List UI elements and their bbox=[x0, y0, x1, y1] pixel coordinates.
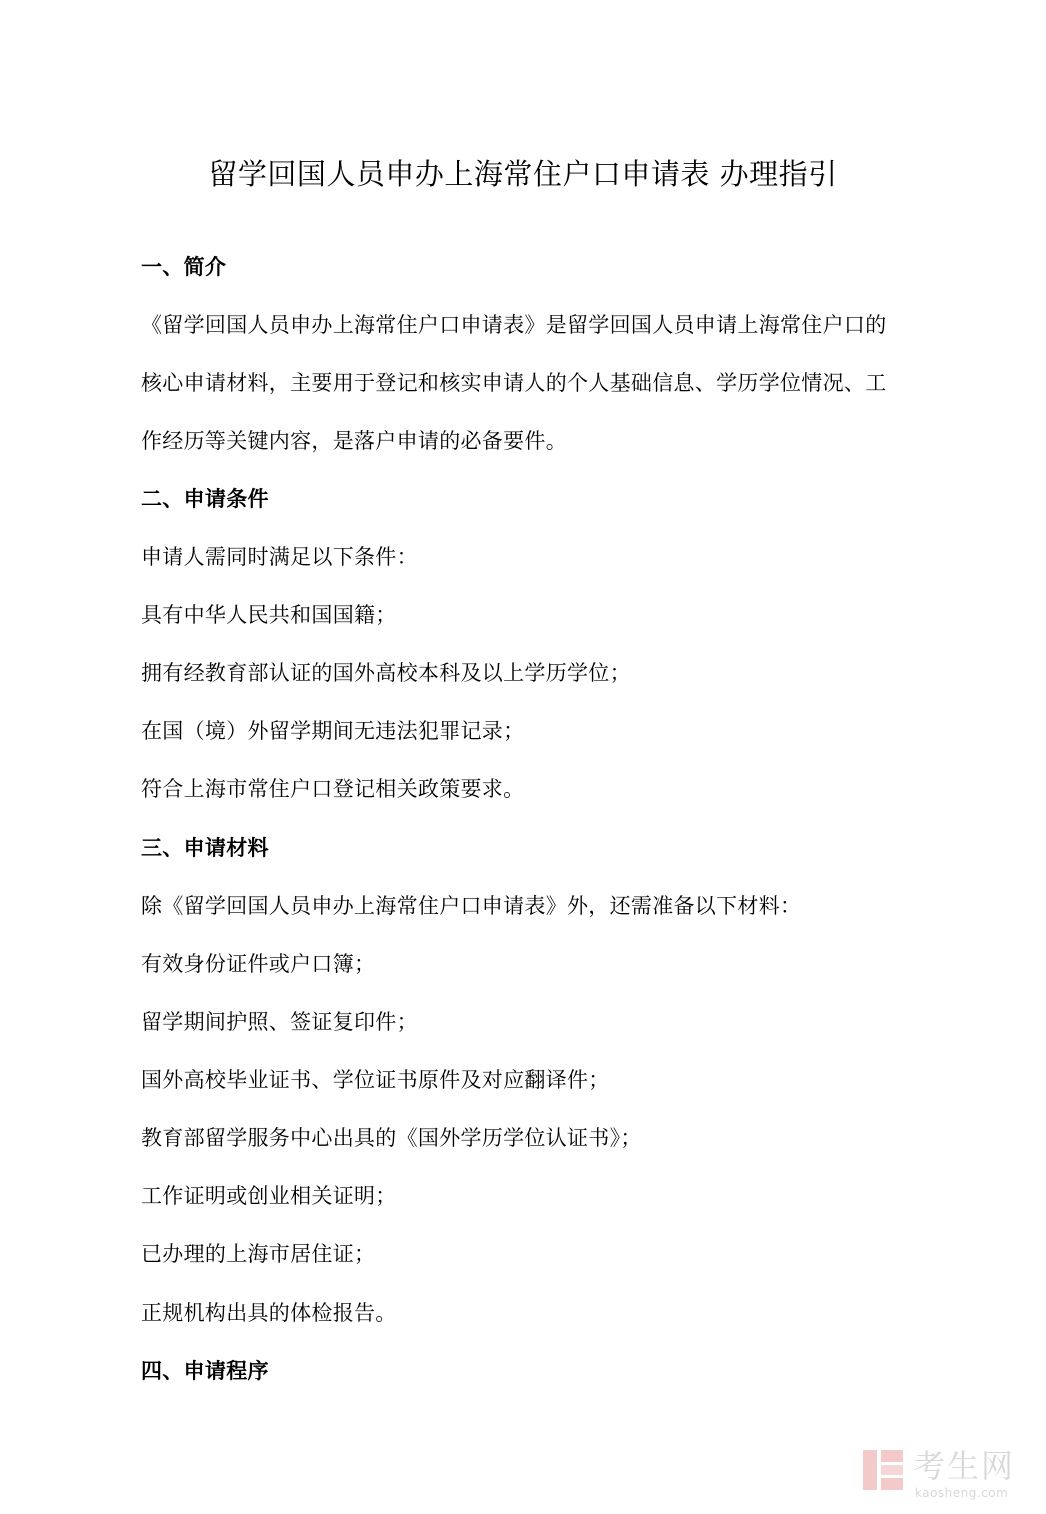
list-item: 符合上海市常住户口登记相关政策要求。 bbox=[141, 777, 525, 801]
section-heading-intro: 一、简介 bbox=[141, 255, 227, 279]
list-item: 在国（境）外留学期间无违法犯罪记录； bbox=[141, 719, 525, 743]
section-heading-materials: 三、申请材料 bbox=[141, 836, 269, 860]
list-item: 国外高校毕业证书、学位证书原件及对应翻译件； bbox=[141, 1068, 610, 1092]
list-item: 工作证明或创业相关证明； bbox=[141, 1184, 397, 1208]
watermark-text: 考生网 bbox=[913, 1447, 1016, 1485]
section-heading-conditions: 二、申请条件 bbox=[141, 487, 269, 511]
watermark-domain: kaosheng.com bbox=[915, 1486, 1009, 1500]
kaosheng-logo-icon bbox=[861, 1448, 905, 1492]
paragraph-line: 申请人需同时满足以下条件： bbox=[141, 545, 418, 569]
paragraph-line: 核心申请材料，主要用于登记和核实申请人的个人基础信息、学历学位情况、工 bbox=[141, 371, 887, 395]
list-item: 具有中华人民共和国国籍； bbox=[141, 603, 397, 627]
list-item: 留学期间护照、签证复印件； bbox=[141, 1010, 418, 1034]
section-heading-procedure: 四、申请程序 bbox=[141, 1359, 269, 1383]
list-item: 已办理的上海市居住证； bbox=[141, 1242, 376, 1266]
list-item: 正规机构出具的体检报告。 bbox=[141, 1301, 397, 1325]
list-item: 教育部留学服务中心出具的《国外学历学位认证书》； bbox=[141, 1126, 642, 1150]
paragraph-line: 《留学回国人员申办上海常住户口申请表》是留学回国人员申请上海常住户口的 bbox=[141, 313, 887, 337]
list-item: 有效身份证件或户口簿； bbox=[141, 952, 376, 976]
list-item: 拥有经教育部认证的国外高校本科及以上学历学位； bbox=[141, 661, 631, 685]
paragraph-line: 作经历等关键内容，是落户申请的必备要件。 bbox=[141, 429, 567, 453]
watermark bbox=[861, 1446, 1031, 1506]
page-title: 留学回国人员申办上海常住户口申请表 办理指引 bbox=[208, 157, 838, 191]
paragraph-line: 除《留学回国人员申办上海常住户口申请表》外，还需准备以下材料： bbox=[141, 894, 802, 918]
